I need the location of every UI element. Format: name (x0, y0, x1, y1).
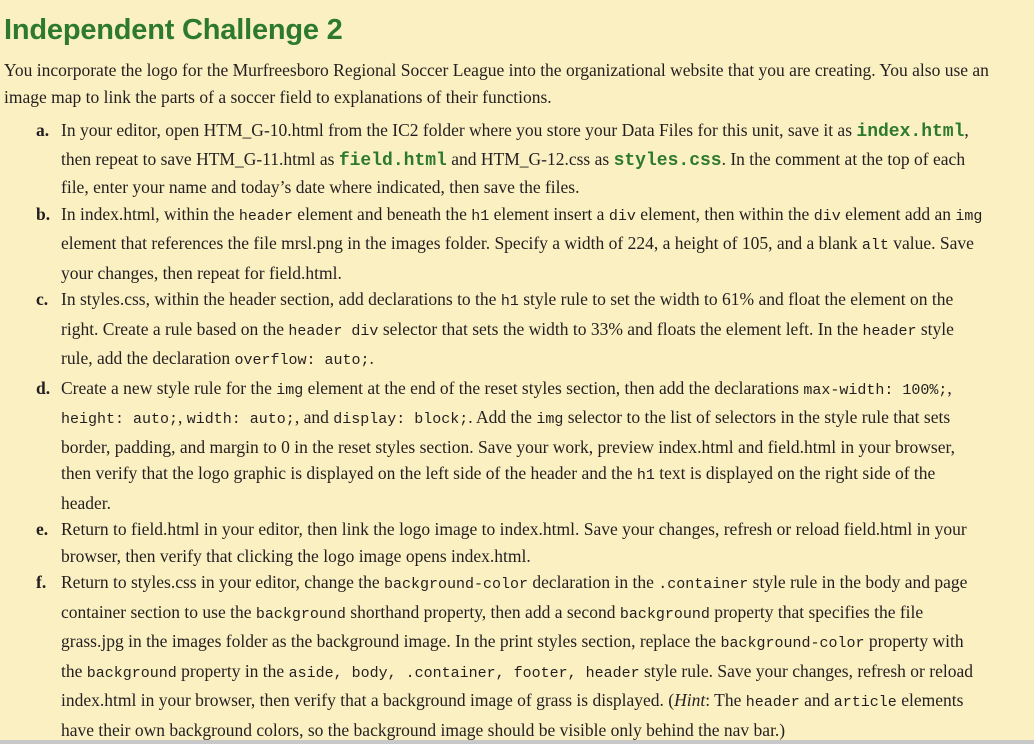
step-e (36, 516, 1034, 569)
intro-paragraph: You incorporate the logo for the Murfreesboro Regional Soccer League into the organizational website that you are creating. You also use an image map to link the parts of a soccer field to explanations of their functions. (4, 60, 989, 107)
step-text: text is displayed on the right side of the header. (61, 463, 936, 513)
step-text: element, then within the (635, 203, 814, 224)
step-text: element add an (840, 203, 956, 224)
code-term: alt (861, 237, 889, 254)
step-text: property that specifies the file grass.jpg in the images folder as the background image. In the print styles section, replace the (61, 601, 924, 651)
code-term: header div (288, 322, 379, 340)
code-term: background (255, 605, 346, 623)
step-text: element insert a (489, 203, 609, 224)
code-term: max-width: 100%; (803, 381, 948, 399)
step-marker: a. (36, 120, 50, 140)
page-title: Independent Challenge 2 (4, 14, 343, 46)
step-text: style rule to set the width to 61% and float the element on the right. Create a rule based on the (61, 289, 954, 339)
step-text: . (369, 348, 374, 368)
step-text: element at the end of the reset styles section, then add the declarations (303, 377, 804, 398)
step-text: property with the (61, 631, 964, 681)
code-term: aside, body, .container, footer, header (288, 664, 640, 682)
step-text: , (178, 407, 187, 427)
hint-label: Hint (674, 690, 706, 710)
code-term: img (276, 381, 304, 399)
step-text: style rule in the body and page container section to use the (61, 572, 968, 622)
code-term: article (833, 694, 897, 711)
step-text: Return to styles.css in your editor, change the (61, 572, 384, 592)
step-text: In your editor, open HTM_G-10.html from the IC2 folder where you store your Data Files for this unit, save it as (61, 120, 857, 140)
step-text: declaration in the (528, 572, 659, 592)
step-a (36, 117, 1034, 201)
step-text: property in the (176, 660, 289, 681)
step-text: shorthand property, then add a second (345, 601, 620, 622)
step-d (36, 375, 1034, 517)
code-term: img (955, 207, 983, 225)
code-term: background-color (383, 576, 529, 593)
code-term: h1 (471, 207, 490, 225)
steps-list (4, 117, 1034, 743)
filename: index.html (856, 122, 965, 142)
step-b (36, 201, 1034, 287)
step-marker: f. (36, 572, 47, 592)
step-text: element that references the file mrsl.png in the images folder. Specify a width of 224, a height of 105, and a blank (61, 233, 862, 253)
step-text: , and (294, 407, 334, 427)
code-term: overflow: auto; (234, 352, 370, 369)
filename: field.html (338, 150, 447, 171)
step-text: and (799, 690, 834, 710)
code-term: header (238, 207, 293, 225)
step-text: In index.html, within the (61, 203, 239, 224)
step-text: style rule, add the declaration (61, 318, 954, 368)
step-text: element and beneath the (292, 203, 472, 224)
code-term: .container (658, 576, 749, 593)
step-text: and HTM_G-12.css as (446, 148, 614, 169)
step-text: selector to the list of selectors in the style rule that sets border, padding, and margin to 0 in the reset styles section. Save your work, preview index.html and field.html in your browser, then verify that the logo graphic is displayed on the left side of the header and the (61, 407, 955, 483)
code-term: background (86, 664, 177, 682)
step-marker: c. (36, 289, 49, 309)
step-text: . Add the (468, 407, 537, 427)
step-text: Return to field.html in your editor, then link the logo image to index.html. Save your changes, refresh or reload field.html in your browser, then verify that clicking the logo image opens index.html. (61, 519, 967, 566)
filename: styles.css (613, 150, 722, 171)
step-text: . In the comment at the top of each file, enter your name and today’s date where indicated, then save the files. (61, 148, 966, 197)
step-marker: e. (36, 519, 49, 539)
step-text: , then repeat to save HTM_G-11.html as (61, 120, 969, 169)
code-term: img (536, 411, 564, 428)
step-marker: d. (36, 377, 51, 398)
code-term: div (608, 207, 636, 225)
code-term: width: auto; (186, 411, 295, 428)
code-term: h1 (500, 293, 519, 310)
bottom-divider (0, 740, 1034, 744)
code-term: background (619, 605, 710, 623)
step-text: value. Save your changes, then repeat for field.html. (61, 233, 974, 283)
code-term: h1 (636, 467, 655, 484)
step-c (36, 286, 1034, 375)
step-text: style rule. Save your changes, refresh or reload index.html in your browser, then verify that a background image of grass is displayed. ( (61, 660, 973, 710)
step-text: Create a new style rule for the (61, 377, 277, 398)
code-term: background-color (720, 635, 865, 652)
code-term: header (862, 322, 917, 340)
code-term: display: block; (333, 411, 469, 428)
step-text: In styles.css, within the header section, add declarations to the (61, 289, 501, 309)
step-text: selector that sets the width to 33% and floats the element left. In the (378, 318, 863, 339)
code-term: header (745, 694, 800, 711)
step-f (36, 569, 1034, 743)
step-text: : The (705, 690, 746, 710)
code-term: height: auto; (61, 411, 179, 428)
code-term: div (813, 207, 841, 225)
step-marker: b. (36, 203, 51, 224)
step-text: elements have their own background colors, so the background image should be visible only behind the nav bar.) (61, 690, 964, 740)
step-text: , (947, 377, 952, 398)
